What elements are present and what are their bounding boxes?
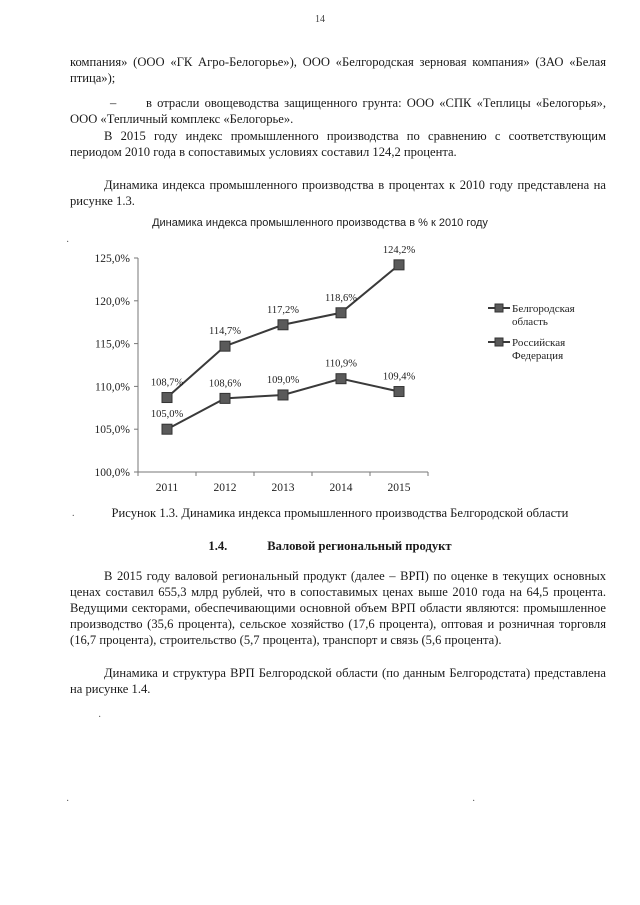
scan-speck: · — [66, 796, 70, 807]
list-dash: – — [110, 96, 117, 110]
section-title: Валовой региональный продукт — [267, 539, 452, 553]
y-tick-label: 100,0% — [94, 467, 130, 479]
legend-marker — [495, 304, 503, 312]
y-tick-label: 110,0% — [94, 381, 130, 394]
data-marker — [220, 393, 230, 403]
paragraph-3: В 2015 году индекс промышленного производства по сравнению с соответствующим периодом 2010 года в сопоставимых условиях составил 124,2 процента. — [70, 129, 606, 159]
section-number: 1.4. — [208, 539, 228, 553]
legend-label: Федерация — [512, 350, 564, 362]
data-marker — [394, 387, 404, 397]
x-tick-label: 2011 — [155, 482, 179, 494]
paragraph-2-text: в отрасли овощеводства защищенного грунта: ООО «СПК «Теплицы «Белогорья», ООО «Тепличный комплекс «Белогорье». — [70, 96, 606, 126]
data-label: 105,0% — [150, 409, 184, 421]
paragraph-4: Динамика индекса промышленного производства в процентах к 2010 году представлена на рисунке 1.3. — [70, 178, 606, 208]
legend-label: Российская — [512, 337, 566, 349]
data-label: 109,4% — [382, 371, 416, 383]
data-marker — [336, 374, 346, 384]
legend-label: область — [512, 316, 548, 328]
data-marker — [394, 260, 404, 270]
section-heading — [0, 539, 640, 554]
figure-caption: Рисунок 1.3. Динамика индекса промышленного производства Белгородской области — [111, 506, 569, 520]
data-label: 124,2% — [382, 244, 416, 256]
page-number: 14 — [315, 14, 325, 25]
data-marker — [278, 320, 288, 330]
legend-marker — [495, 338, 503, 346]
y-tick-label: 105,0% — [94, 424, 130, 437]
data-marker — [336, 308, 346, 318]
data-label: 109,0% — [266, 374, 300, 386]
data-marker — [162, 424, 172, 434]
series-line — [167, 379, 399, 430]
y-tick-label: 125,0% — [94, 253, 130, 265]
data-marker — [162, 393, 172, 403]
paragraph-2 — [70, 95, 606, 127]
data-label: 108,6% — [208, 378, 242, 390]
line-chart — [0, 222, 640, 512]
x-tick-label: 2012 — [213, 482, 237, 494]
scan-speck: · — [98, 712, 102, 723]
data-marker — [220, 341, 230, 351]
data-label: 108,7% — [150, 377, 184, 389]
x-tick-label: 2013 — [271, 482, 295, 494]
paragraph-5: В 2015 году валовой региональный продукт (далее – ВРП) по оценке в текущих основных ценах составил 655,3 млрд рублей, что в сопоставимых ценах выше 2010 года на 64,5 процента. Ведущими секторами, обеспечивающими основной объем ВРП области являются: промышленное производство (35,6 процента), сельское хозяйство (17,6 процента), оптовая и розничная торговля (16,7 процента), строительство (5,7 процента), транспорт и связь (5,6 процента). — [70, 569, 606, 647]
y-tick-label: 115,0% — [94, 338, 130, 351]
paragraph-1: компания» (ООО «ГК Агро-Белогорье»), ООО «Белгородская зерновая компания» (ЗАО «Белая птица»); — [70, 55, 606, 85]
scan-speck: . — [72, 508, 75, 519]
data-label: 114,7% — [209, 326, 241, 338]
data-label: 118,6% — [325, 292, 357, 304]
scan-speck: · — [472, 796, 476, 807]
data-marker — [278, 390, 288, 400]
paragraph-6: Динамика и структура ВРП Белгородской области (по данным Белгородстата) представлена на рисунке 1.4. — [70, 666, 606, 696]
data-label: 110,9% — [325, 358, 357, 370]
y-tick-label: 120,0% — [94, 295, 130, 308]
x-tick-label: 2014 — [329, 482, 353, 494]
scan-speck: · — [66, 237, 70, 248]
data-label: 117,2% — [267, 304, 299, 316]
legend-label: Белгородская — [512, 303, 575, 315]
chart-title: Динамика индекса промышленного производства в % к 2010 году — [152, 217, 488, 229]
x-tick-label: 2015 — [387, 482, 411, 494]
